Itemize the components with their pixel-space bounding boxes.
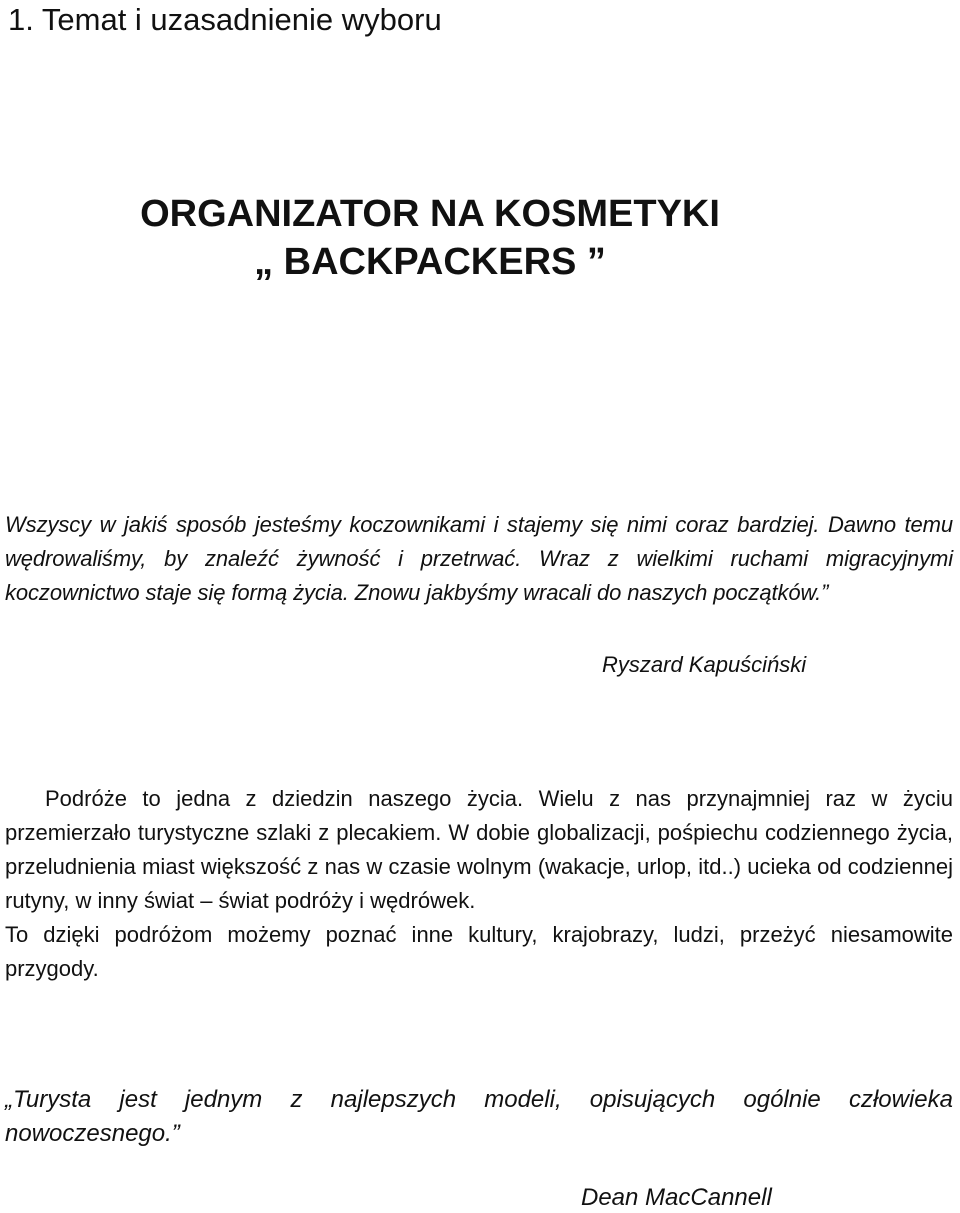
section-heading: 1. Temat i uzasadnienie wyboru bbox=[8, 2, 442, 37]
maccannell-quote-author: Dean MacCannell bbox=[581, 1184, 772, 1211]
body-paragraph-2: To dzięki podróżom możemy poznać inne kultury, krajobrazy, ludzi, przeżyć niesamowite przygody. bbox=[5, 922, 953, 981]
body-text bbox=[5, 782, 953, 986]
project-title bbox=[0, 190, 960, 286]
body-paragraph-1: Podróże to jedna z dziedzin naszego życia. Wielu z nas przynajmniej raz w życiu przemierzało turystyczne szlaki z plecakiem. W dobie globalizacji, pośpiechu codziennego życia, przeludnienia miast większość z nas w czasie wolnym (wakacje, urlop, itd..) ucieka od codziennej rutyny, w inny świat – świat podróży i wędrówek. bbox=[5, 786, 953, 913]
kapuscinski-quote: Wszyscy w jakiś sposób jesteśmy koczownikami i stajemy się nimi coraz bardziej. Dawno temu wędrowaliśmy, by znaleźć żywność i przetrwać. Wraz z wielkimi ruchami migracyjnymi koczownictwo staje się formą życia. Znowu jakbyśmy wracali do naszych początków.” bbox=[5, 512, 953, 605]
kapuscinski-quote-author: Ryszard Kapuściński bbox=[602, 652, 807, 677]
project-title-line-2: „ BACKPACKERS ” bbox=[254, 241, 606, 283]
project-title-line-1: ORGANIZATOR NA KOSMETYKI bbox=[140, 193, 720, 235]
maccannell-quote: „Turysta jest jednym z najlepszych modeli, opisujących ogólnie człowieka nowoczesnego.” bbox=[5, 1086, 953, 1147]
